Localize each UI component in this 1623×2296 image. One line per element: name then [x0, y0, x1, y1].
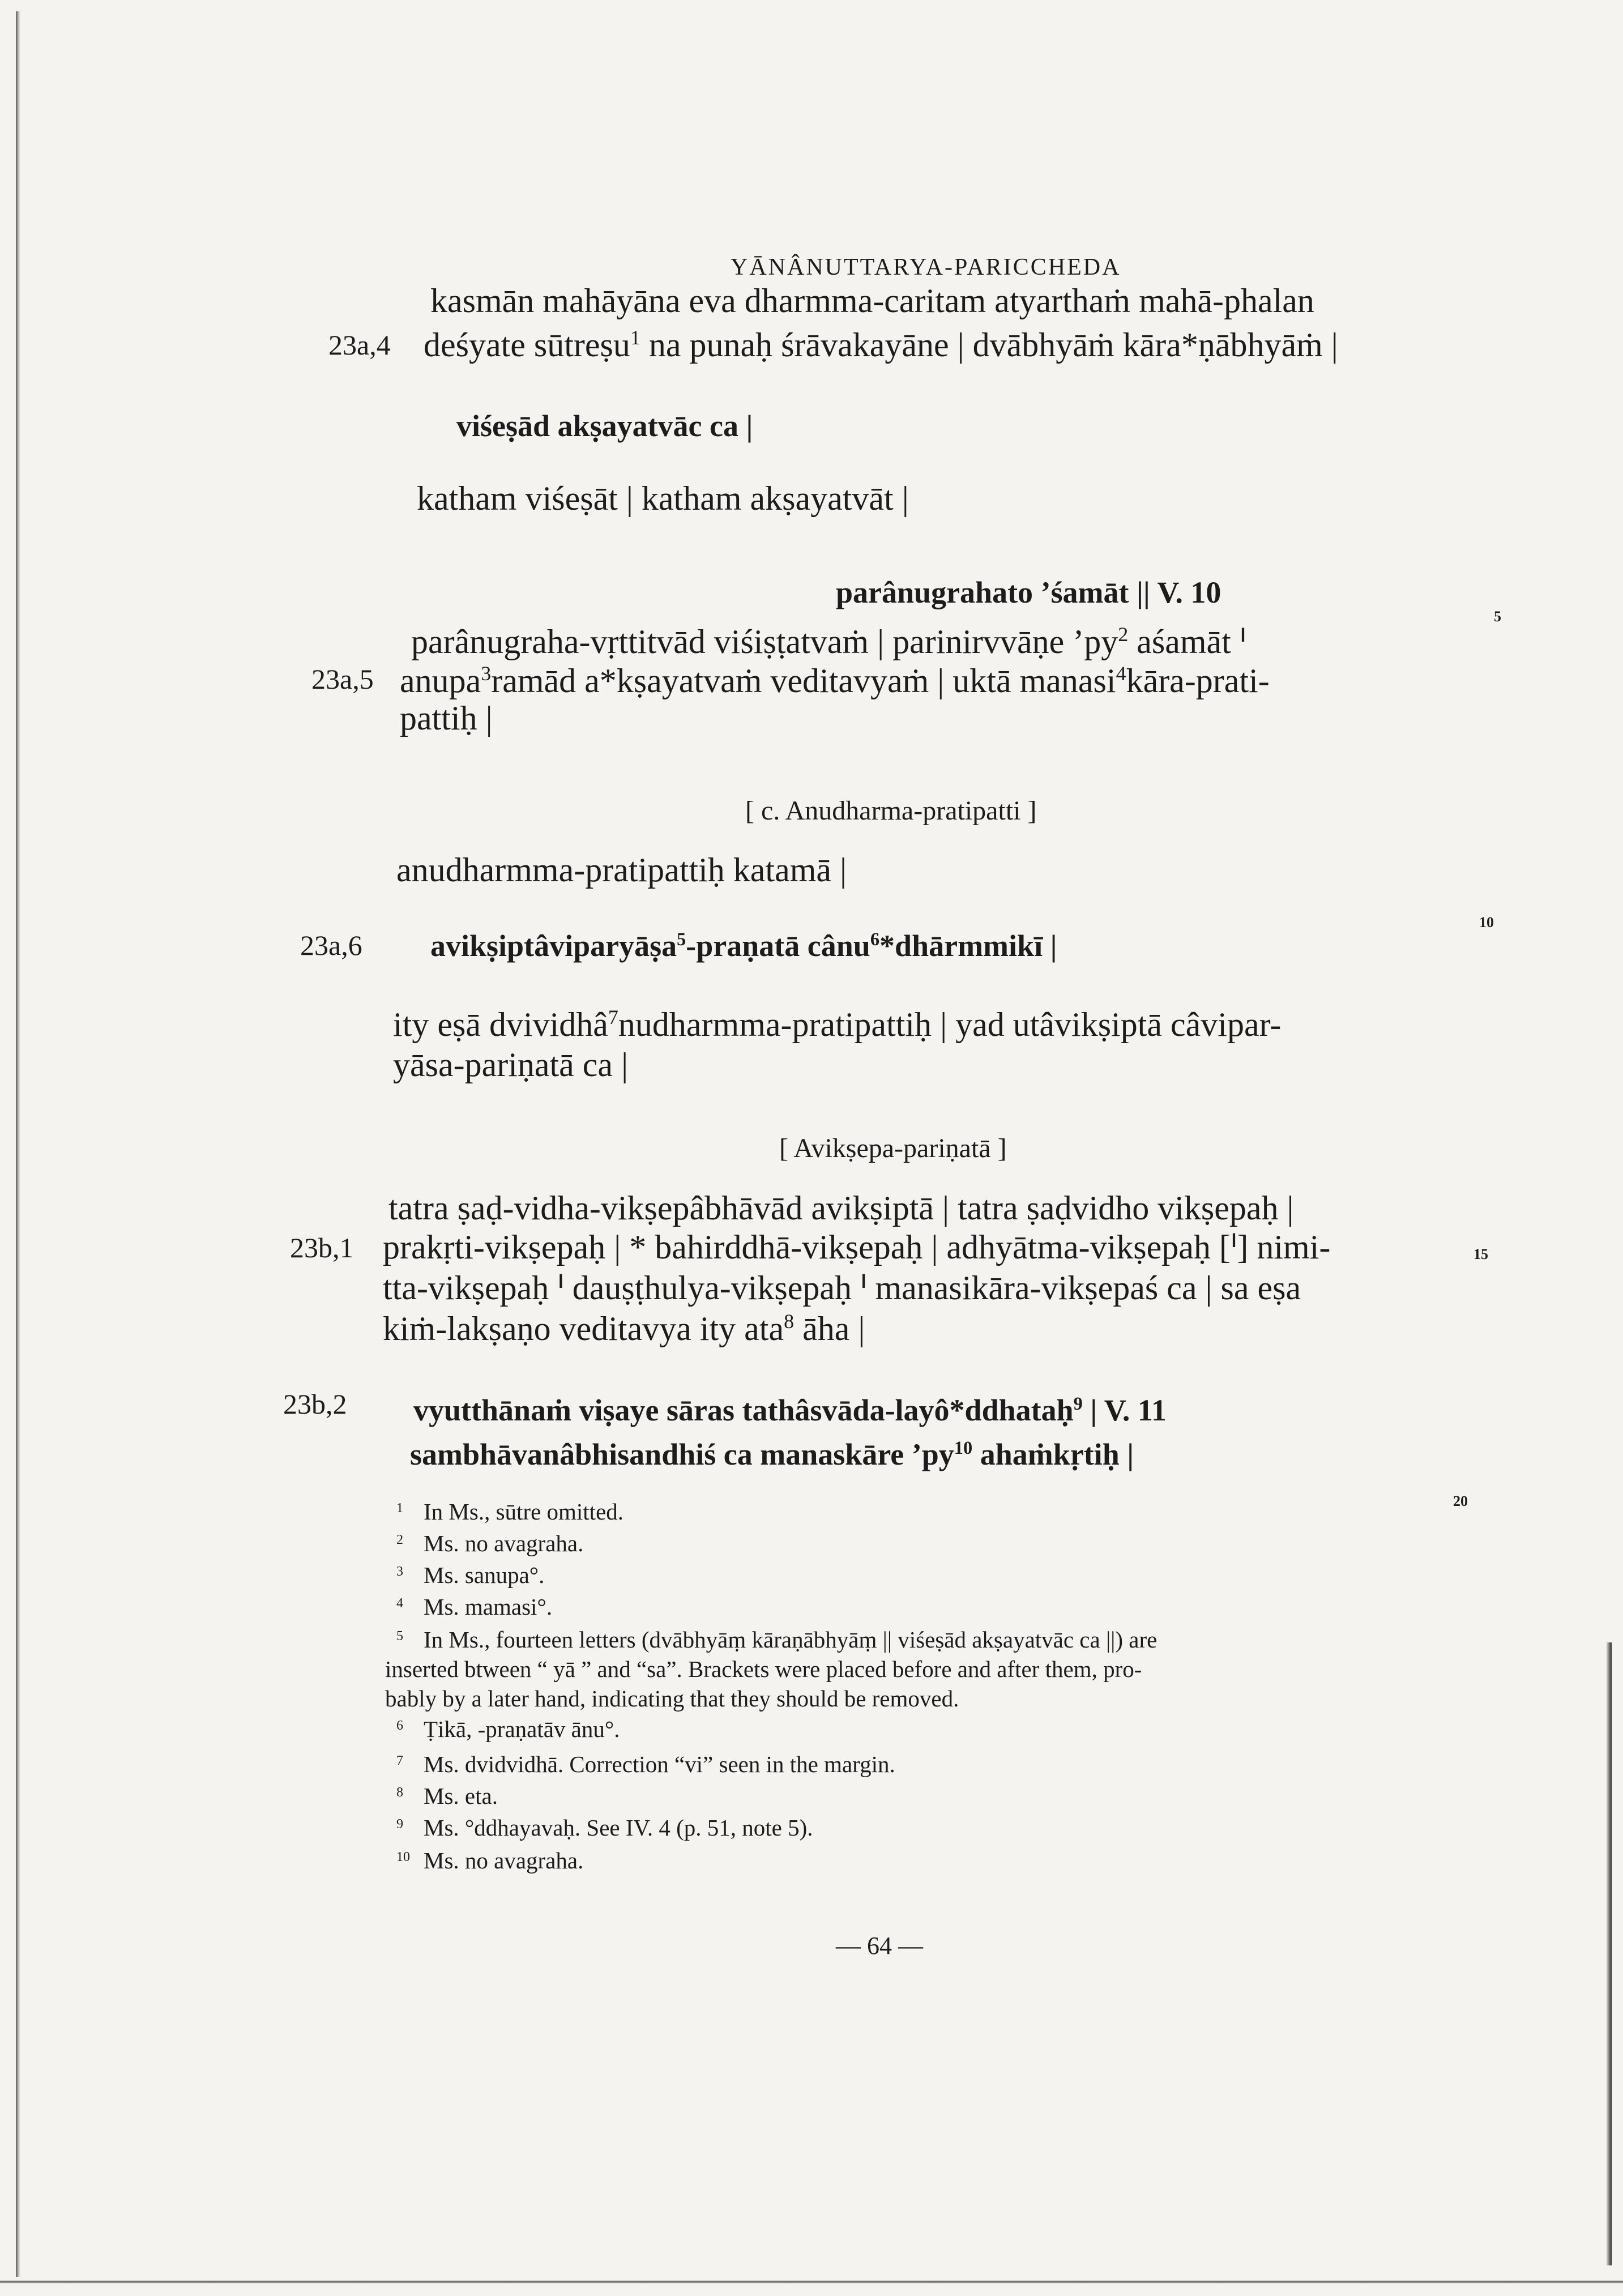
footnote-continuation: bably by a later hand, indicating that they should be removed.: [385, 1685, 959, 1712]
verse-line: viśeṣād akṣayatvāc ca |: [456, 409, 753, 443]
verse-line: sambhāvanâbhisandhiś ca manaskāre $’py^{10}$ ahaṁkṛtiḥ |: [410, 1437, 1134, 1471]
text-line: tta-vikṣepaḥ ᑊ dauṣṭhulya-vikṣepaḥ ᑊ manasikāra-vikṣepaś ca | sa eṣa: [383, 1269, 1301, 1307]
text-line: kasmān mahāyāna eva dharmma-caritam atyarthaṁ mahā-phalan: [430, 282, 1314, 319]
page-edge-shadow-left: [16, 11, 20, 2277]
footnote: 1 In Ms., sūtre omitted.: [396, 1499, 624, 1525]
manuscript-ref: 23a,4: [328, 329, 391, 361]
text-line: anupa$^3$ramād a*kṣayatvaṁ veditavyaṁ | uktā manasi$^4$kāra-prati-: [400, 662, 1270, 699]
manuscript-ref: 23a,5: [311, 663, 374, 695]
footnote: 5 In Ms., fourteen letters (dvābhyāṃ kāraṇābhyāṃ || viśeṣād akṣayatvāc ca ||) are: [396, 1627, 1158, 1653]
line-number: 15: [1473, 1246, 1488, 1262]
running-header: YĀNÂNUTTARYA-PARICCHEDA: [731, 254, 1121, 280]
text-line: kiṁ-lakṣaṇo veditavya ity ata$^8$ āha |: [383, 1310, 865, 1347]
text-line: anudharmma-pratipattiḥ katamā |: [396, 851, 847, 889]
line-number: 5: [1494, 608, 1501, 625]
line-number: 10: [1479, 914, 1494, 931]
page-number: — 64 —: [836, 1932, 923, 1960]
text-line: ity eṣā dvividhâ$^7$nudharmma-pratipattiḥ | yad utâvikṣiptā câvipar-: [393, 1006, 1282, 1043]
manuscript-ref: 23b,1: [290, 1232, 354, 1264]
text-line: katham viśeṣāt | katham akṣayatvāt |: [417, 480, 909, 517]
verse-line: parânugrahato ’śamāt || V. 10: [836, 575, 1221, 609]
verse-line: vyutthānaṁ viṣaye sāras tathâsvāda-layô*ddhataḥ$^9$ | V. 11: [413, 1393, 1167, 1427]
footnote: 2 Ms. no avagraha.: [396, 1530, 584, 1556]
line-number: 20: [1453, 1493, 1468, 1509]
footnote: 6 Ṭikā, -praṇatāv ānu°.: [396, 1716, 620, 1742]
manuscript-ref: 23a,6: [300, 929, 362, 961]
text-line: parânugraha-vṛttitvād viśiṣṭatvaṁ | parinirvvāṇe $’py^2$ aśamāt ᑊ: [411, 623, 1246, 660]
text-line: yāsa-pariṇatā ca |: [393, 1046, 629, 1083]
text-line: pattiḥ |: [400, 699, 493, 737]
footnote: 4 Ms. mamasi°.: [396, 1594, 553, 1620]
manuscript-ref: 23b,2: [283, 1388, 347, 1420]
verse-line: avikṣiptâviparyāṣa$^5$-praṇatā cânu$^6$*dhārmmikī |: [430, 929, 1057, 963]
footnote: 7 Ms. dvidvidhā. Correction “vi” seen in the margin.: [396, 1751, 895, 1777]
text-line: tatra ṣaḍ-vidha-vikṣepâbhāvād avikṣiptā | tatra ṣaḍvidho vikṣepaḥ |: [388, 1189, 1294, 1227]
section-heading: [ c. Anudharma-pratipatti ]: [745, 796, 1037, 826]
text-line: prakṛti-vikṣepaḥ | * bahirddhā-vikṣepaḥ | adhyātma-vikṣepaḥ [ᑊ] nimi-: [383, 1228, 1331, 1266]
footnote-continuation: inserted btween “ yā ” and “sa”. Brackets were placed before and after them, pro-: [385, 1656, 1142, 1682]
footnote: 3 Ms. sanupa°.: [396, 1562, 545, 1588]
footnote: 9 Ms. °ddhayavaḥ. See IV. 4 (p. 51, note 5).: [396, 1815, 813, 1841]
footnote: 10 Ms. no avagraha.: [396, 1847, 584, 1873]
footnote: 8 Ms. eta.: [396, 1783, 498, 1809]
page-edge-shadow-bottom: [0, 2280, 1623, 2284]
page-edge-shadow-right: [1606, 1642, 1612, 2265]
section-heading: [ Avikṣepa-pariṇatā ]: [779, 1133, 1007, 1163]
text-line: deśyate sūtreṣu$^1$ na punaḥ śrāvakayāne | dvābhyāṁ kāra*ṇābhyāṁ |: [424, 326, 1338, 364]
